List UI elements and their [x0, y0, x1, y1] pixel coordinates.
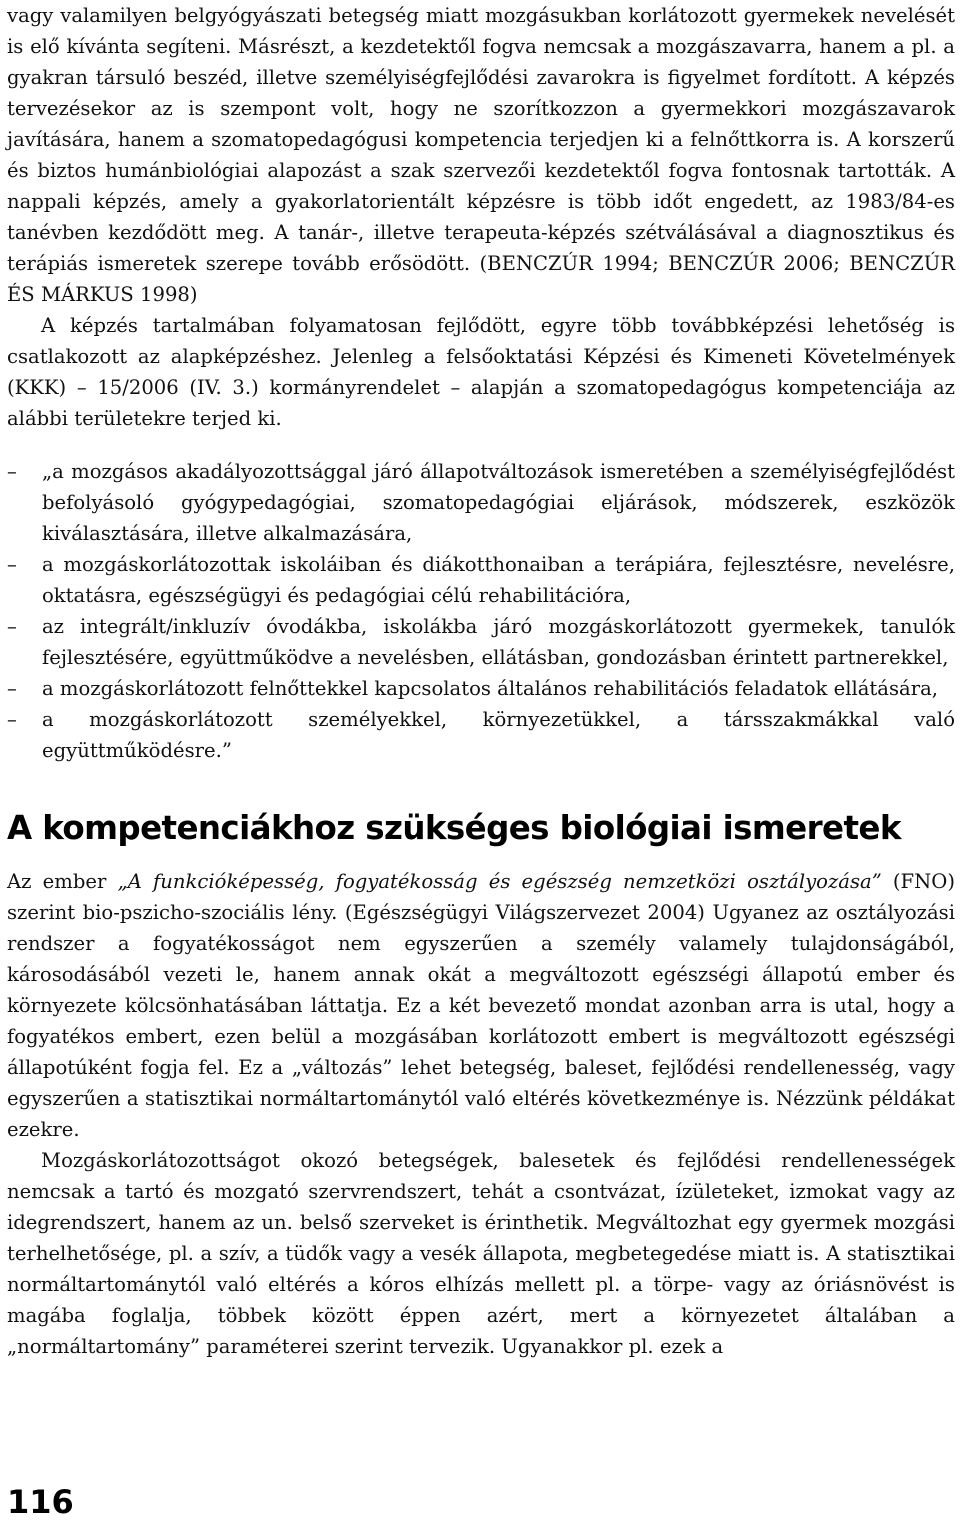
- list-item: [7, 611, 955, 673]
- list-item-text: a mozgáskorlátozottak iskoláiban és diákotthonaiban a terápiára, fejlesztésre, nevelésre, oktatásra, egészségügyi és pedagógiai célú rehabilitációra,: [42, 553, 955, 607]
- list-dash: –: [7, 553, 17, 576]
- list-dash: –: [7, 615, 17, 638]
- list-item: [7, 673, 955, 704]
- competence-list: [7, 456, 955, 766]
- list-item-text: a mozgáskorlátozott felnőttekkel kapcsolatos általános rehabilitációs feladatok ellátására,: [42, 677, 938, 700]
- list-item: [7, 456, 955, 549]
- list-item: [7, 549, 955, 611]
- section-p1-rest: (FNO) szerint bio-pszicho-szociális lény. (Egészségügyi Világszervezet 2004) Ugyanez az osztályozási rendszer a fogyatékosságot nem egyszerűen a személy valamely tulajdonságából, károsodásából vezeti le, hanem annak okát a megváltozott egészségi állapotú ember és környezete kölcsönhatásában láttatja. Ez a két bevezető mondat azonban arra is utal, hogy a fogyatékos embert, ezen belül a mozgásában korlátozott embert is megváltozott egészségi állapotúként fogja fel. Ez a „változás” lehet betegség, baleset, fejlődési rendellenesség, vagy egyszerűen a statisztikai normáltartománytól való eltérés következménye is. Nézzünk példákat ezekre.: [7, 870, 956, 1141]
- section-heading: A kompetenciákhoz szükséges biológiai ismeretek: [7, 809, 901, 847]
- list-item-text: „a mozgásos akadályozottsággal járó állapotváltozások ismeretében a személyiségfejlődést befolyásoló gyógypedagógiai, szomatopedagógiai eljárások, módszerek, eszközök kiválasztására, illetve alkalmazására,: [42, 460, 955, 545]
- list-dash: –: [7, 677, 17, 700]
- list-item: [7, 704, 955, 766]
- section-paragraph-1: [7, 866, 955, 1145]
- list-item-text: az integrált/inkluzív óvodákba, iskolákba járó mozgáskorlátozott gyermekek, tanulók fejlesztésére, együttműködve a nevelésben, ellátásban, gondozásban érintett partnerekkel,: [42, 615, 955, 669]
- fno-title: „A funkcióképesség, fogyatékosság és egészség nemzetközi osztályozása”: [117, 870, 882, 893]
- list-dash: –: [7, 460, 17, 483]
- intro-paragraph-1: vagy valamilyen belgyógyászati betegség miatt mozgásukban korlátozott gyermekek nevelését is elő kívánta segíteni. Másrészt, a kezdetektől fogva nemcsak a mozgászavarra, hanem a pl. a gyakran társuló beszéd, illetve személyiségfejlődési zavarokra is figyelmet fordított. A képzés tervezésekor az is szempont volt, hogy ne szorítkozzon a gyermekkori mozgászavarok javítására, hanem a szomatopedagógusi kompetencia terjedjen ki a felnőttkorra is. A korszerű és biztos humánbiológiai alapozást a szak szervezői kezdetektől fogva fontosnak tartották. A nappali képzés, amely a gyakorlatorientált képzésre is több időt engedett, az 1983/84-es tanévben kezdődött meg. A tanár-, illetve terapeuta-képzés szétválásával a diagnosztikus és terápiás ismeretek szerepe tovább erősödött. (BENCZÚR 1994; BENCZÚR 2006; BENCZÚR ÉS MÁRKUS 1998): [7, 4, 955, 306]
- intro-paragraph-2: A képzés tartalmában folyamatosan fejlődött, egyre több továbbképzési lehetőség is csatlakozott az alapképzéshez. Jelenleg a felsőoktatási Képzési és Kimeneti Követelmények (KKK) – 15/2006 (IV. 3.) kormányrendelet – alapján a szomatopedagógus kompetenciája az alábbi területekre terjed ki.: [7, 314, 955, 430]
- list-item-text: a mozgáskorlátozott személyekkel, környezetükkel, a társszakmákkal való együttműködésre.”: [42, 708, 955, 762]
- page-number: 116: [7, 1483, 74, 1521]
- section-p1-lead: Az ember: [7, 870, 118, 893]
- list-dash: –: [7, 708, 17, 731]
- section-paragraph-2: Mozgáskorlátozottságot okozó betegségek, balesetek és fejlődési rendellenességek nemcsak a tartó és mozgató szervrendszert, tehát a csontvázat, ízületeket, izmokat vagy az idegrendszert, hanem az un. belső szerveket is érinthetik. Megváltozhat egy gyermek mozgási terhelhetősége, pl. a szív, a tüdők vagy a vesék állapota, megbetegedése miatt is. A statisztikai normáltartománytól való eltérés a kóros elhízás mellett pl. a törpe- vagy az óriásnövést is magába foglalja, többek között éppen azért, mert a környezetet általában a „normáltartomány” paraméterei szerint tervezik. Ugyanakkor pl. ezek a: [7, 1149, 955, 1358]
- document-page: [7, 0, 955, 1362]
